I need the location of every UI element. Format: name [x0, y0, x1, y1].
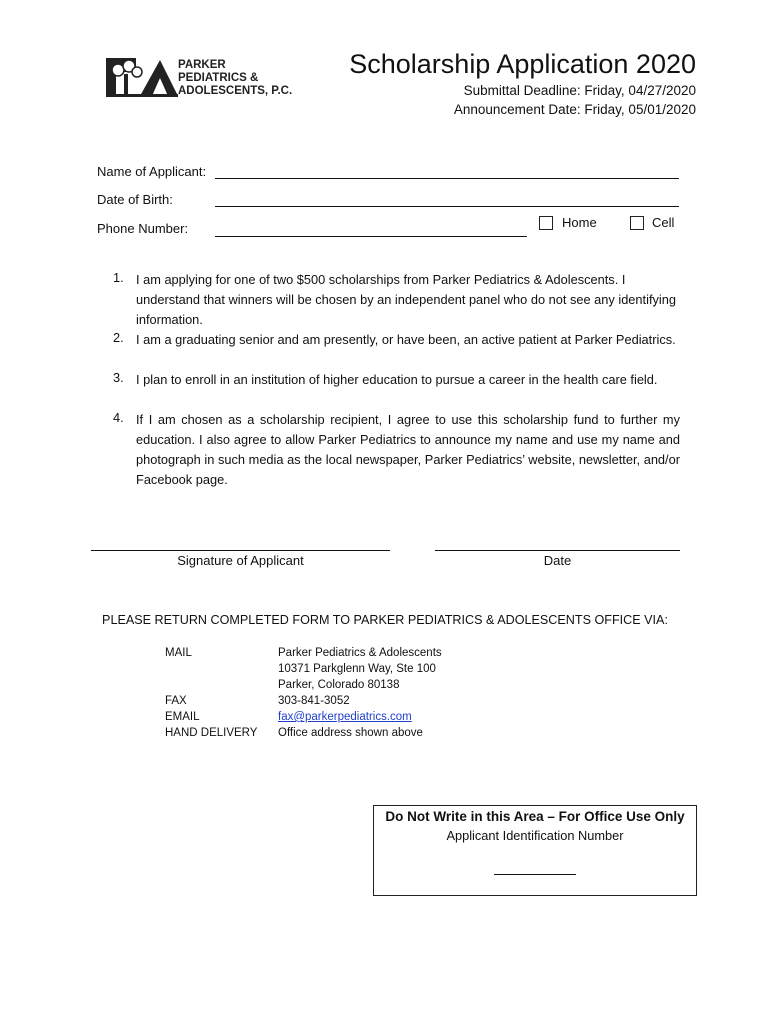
office-use-title: Do Not Write in this Area – For Office Use Only — [385, 809, 685, 824]
item-2-text: I am a graduating senior and am presently, or have been, an active patient at Parker Pediatrics. — [136, 332, 676, 347]
logo-text — [178, 59, 292, 98]
cell-checkbox[interactable] — [630, 216, 644, 230]
logo-line-3: ADOLESCENTS, P.C. — [178, 85, 293, 97]
ppa-logo-mark — [104, 52, 184, 102]
fax-value: 303-841-3052 — [278, 695, 350, 707]
date-line[interactable] — [435, 550, 680, 551]
item-1-number: 1. — [113, 270, 124, 285]
dob-label: Date of Birth: — [97, 192, 173, 207]
hand-delivery-value: Office address shown above — [278, 727, 423, 739]
office-use-subtitle: Applicant Identification Number — [446, 828, 624, 843]
email-value — [278, 711, 412, 723]
announcement-date: Announcement Date: Friday, 05/01/2020 — [453, 102, 696, 117]
mail-line-1: Parker Pediatrics & Adolescents — [278, 647, 442, 659]
logo-line-2: PEDIATRICS & — [178, 72, 259, 84]
phone-label: Phone Number: — [97, 221, 189, 236]
mail-key: MAIL — [165, 647, 192, 659]
email-link[interactable]: fax@parkerpediatrics.com — [278, 711, 412, 723]
item-3-text: I plan to enroll in an institution of higher education to pursue a career in the health care field. — [136, 372, 658, 387]
mail-line-2: 10371 Parkglenn Way, Ste 100 — [278, 663, 436, 675]
home-label: Home — [562, 215, 597, 230]
item-4-number: 4. — [113, 410, 124, 425]
signature-label: Signature of Applicant — [177, 553, 304, 568]
item-2-number: 2. — [113, 330, 124, 345]
hand-delivery-key: HAND DELIVERY — [165, 727, 258, 739]
name-field[interactable] — [215, 178, 679, 179]
fax-key: FAX — [165, 695, 187, 707]
dob-field[interactable] — [215, 206, 679, 207]
signature-line[interactable] — [91, 550, 390, 551]
cell-label: Cell — [652, 215, 675, 230]
logo-line-1: PARKER — [178, 59, 226, 71]
item-4-text: If I am chosen as a scholarship recipient, I agree to use this scholarship fund to further my education. I also agree to allow Parker Pediatrics to announce my name and use my name and photograph in such media as the local newspaper, Parker Pediatrics’ website, newsletter, and/or Facebook page. — [136, 412, 680, 487]
email-key: EMAIL — [165, 711, 200, 723]
mail-line-3: Parker, Colorado 80138 — [278, 679, 400, 691]
home-checkbox[interactable] — [539, 216, 553, 230]
applicant-id-line — [494, 874, 576, 875]
item-1-text: I am applying for one of two $500 scholarships from Parker Pediatrics & Adolescents. I understand that winners will be chosen by an independent panel who do not see any identifying information. — [136, 272, 676, 327]
name-label: Name of Applicant: — [97, 164, 207, 179]
submittal-deadline: Submittal Deadline: Friday, 04/27/2020 — [463, 83, 696, 98]
date-label: Date — [543, 553, 572, 568]
item-3-number: 3. — [113, 370, 124, 385]
return-instruction: PLEASE RETURN COMPLETED FORM TO PARKER PEDIATRICS & ADOLESCENTS OFFICE VIA: — [102, 613, 668, 627]
page-title: Scholarship Application 2020 — [349, 49, 696, 79]
phone-field[interactable] — [215, 236, 527, 237]
